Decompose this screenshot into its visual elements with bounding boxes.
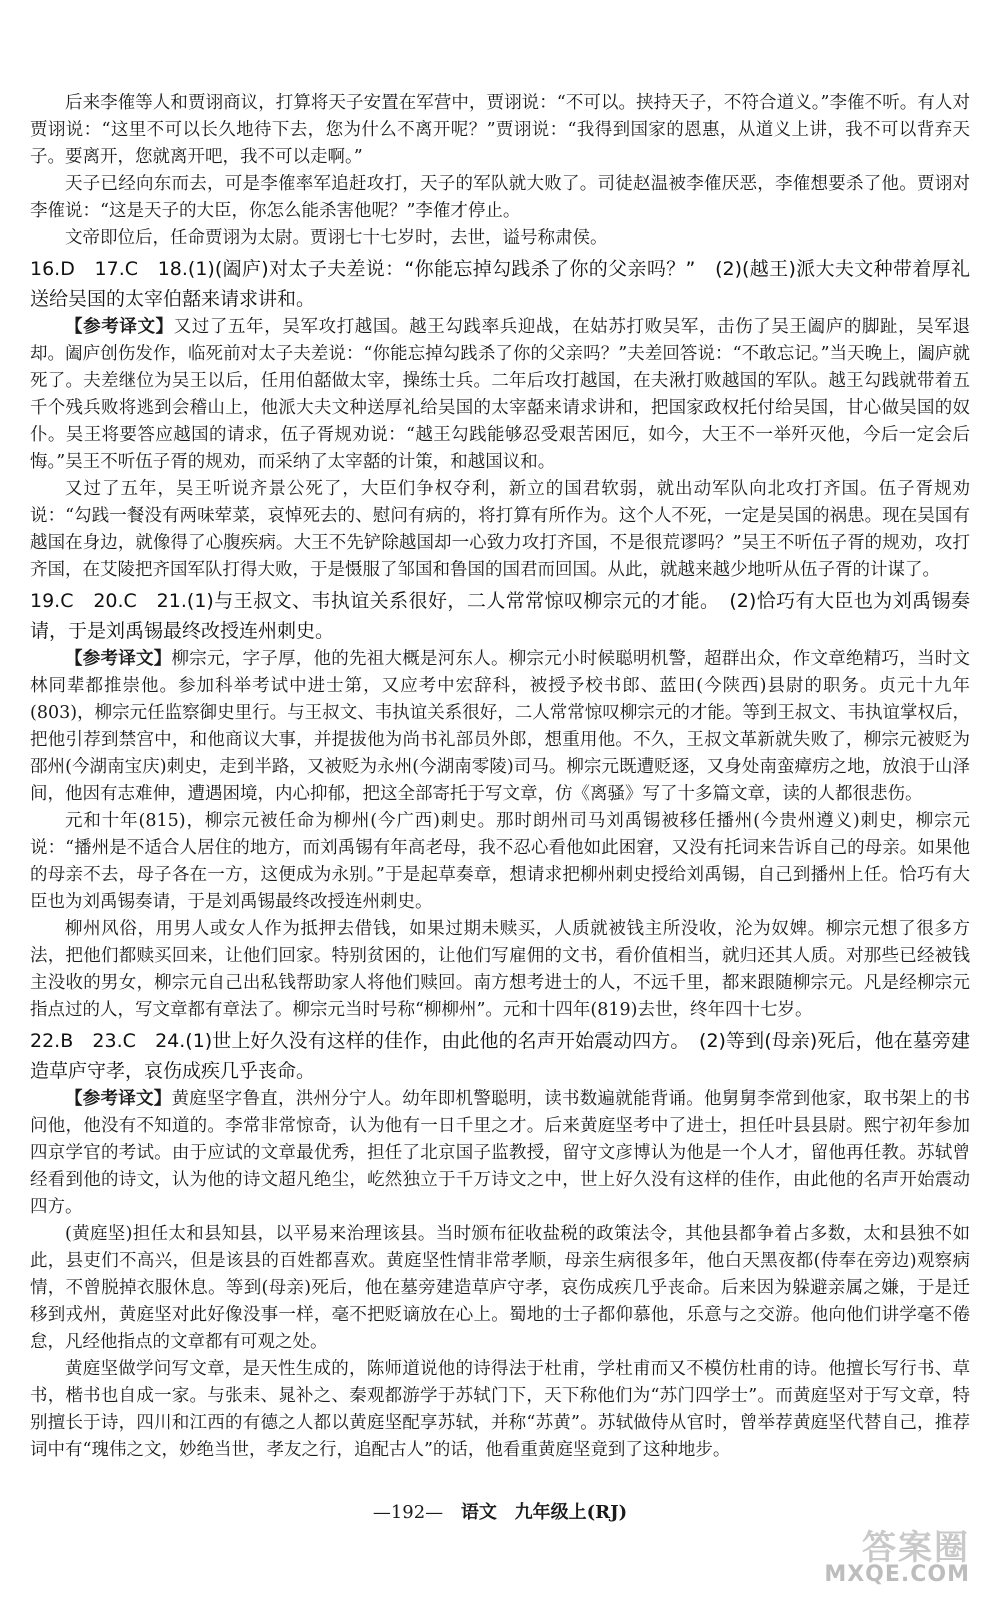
reference-text: 黄庭坚字鲁直，洪州分宁人。幼年即机警聪明，读书数遍就能背诵。他舅舅李常到他家，取书架上的书问他，他没有不知道的。李常非常惊奇，认为他有一日千里之才。后来黄庭坚考中了进士，担任叶县县尉。熙宁初年参加四京学官的考试。由于应试的文章最优秀，担任了北京国子监教授，留守文彦博认为他是一个人才，留他再任教。苏轼曾经看到他的诗文，认为他的诗文超凡绝尘，屹然独立于千万诗文之中，世上好久没有这样的佳作，由此他的名声开始震动四方。	[30, 1089, 970, 1217]
page-number: —192—	[372, 1502, 444, 1523]
answer-19-21: 19.C 20.C 21.(1)与王叔文、韦执谊关系很好，二人常常惊叹柳宗元的才能。 (2)恰巧有大臣也为刘禹锡奏请，于是刘禹锡最终改授连州刺史。	[30, 590, 970, 642]
reference-translation-3	[30, 1086, 970, 1221]
paragraph-2: 天子已经向东而去，可是李傕率军追赶攻打，天子的军队就大败了。司徒赵温被李傕厌恶，李傕想要杀了他。贾诩对李傕说：“这是天子的大臣，你怎么能杀害他呢？”李傕才停止。	[30, 174, 970, 221]
watermark-title: 答案圈	[862, 1528, 970, 1568]
grade-label: 九年级上(RJ)	[514, 1502, 628, 1523]
paragraph-3: 文帝即位后，任命贾诩为太尉。贾诩七十七岁时，去世，谥号称肃侯。	[65, 228, 608, 248]
subject-label: 语文	[460, 1502, 497, 1523]
watermark-url: MXQE.COM	[824, 1562, 970, 1587]
reference-tag: 【参考译文】	[65, 317, 174, 337]
watermark-logo	[780, 1520, 980, 1590]
reference-text: 又过了五年，吴军攻打越国。越王勾践率兵迎战，在姑苏打败吴军，击伤了吴王阖庐的脚趾，吴军退却。阖庐创伤发作，临死前对太子夫差说：“你能忘掉勾践杀了你的父亲吗？”夫差回答说：“不敢忘记。”当天晚上，阖庐就死了。夫差继位为吴王以后，任用伯嚭做太宰，操练士兵。二年后攻打越国，在夫湫打败越国的军队。越王勾践就带着五千个残兵败将逃到会稽山上，他派大夫文种送厚礼给吴国的太宰嚭来请求讲和，把国家政权托付给吴国，甘心做吴国的奴仆。吴王将要答应越国的请求，伍子胥规劝说：“越王勾践能够忍受艰苦困厄，如今，大王不一举歼灭他，今后一定会后悔。”吴王不听伍子胥的规劝，而采纳了太宰嚭的计策，和越国议和。	[30, 317, 971, 472]
answer-22-24: 22.B 23.C 24.(1)世上好久没有这样的佳作，由此他的名声开始震动四方。 (2)等到(母亲)死后，他在墓旁建造草庐守孝，哀伤成疾几乎丧命。	[30, 1030, 970, 1082]
paragraph-1: 后来李傕等人和贾诩商议，打算将天子安置在军营中，贾诩说：“不可以。挟持天子，不符合道义。”李傕不听。有人对贾诩说：“这里不可以长久地待下去，您为什么不离开呢？”贾诩说：“我得到国家的恩惠，从道义上讲，我不可以背弃天子。要离开，您就离开吧，我不可以走啊。”	[30, 93, 970, 167]
reference-translation-2	[30, 646, 970, 808]
answer-16-18: 16.D 17.C 18.(1)(阖庐)对太子夫差说：“你能忘掉勾践杀了你的父亲吗？” (2)(越王)派大夫文种带着厚礼送给吴国的太宰伯嚭来请求讲和。	[30, 258, 970, 310]
paragraph-13: 黄庭坚做学问写文章，是天性生成的，陈师道说他的诗得法于杜甫，学杜甫而又不模仿杜甫的诗。他擅长写行书、草书，楷书也自成一家。与张耒、晁补之、秦观都游学于苏轼门下，天下称他们为“苏门四学士”。而黄庭坚对于写文章，特别擅长于诗，四川和江西的有德之人都以黄庭坚配享苏轼，并称“苏黄”。苏轼做侍从官时，曾举荐黄庭坚代替自己，推荐词中有“瑰伟之文，妙绝当世，孝友之行，追配古人”的话，他看重黄庭坚竟到了这种地步。	[30, 1359, 970, 1460]
document-body	[30, 90, 970, 1464]
paragraph-9: 柳州风俗，用男人或女人作为抵押去借钱，如果过期未赎买，人质就被钱主所没收，沦为奴婢。柳宗元想了很多方法，把他们都赎买回来，让他们回家。特别贫困的，让他们写雇佣的文书，看价值相当，就归还其人质。对那些已经被钱主没收的男女，柳宗元自己出私钱帮助家人将他们赎回。南方想考进士的人，不远千里，都来跟随柳宗元。凡是经柳宗元指点过的人，写文章都有章法了。柳宗元当时号称“柳柳州”。元和十四年(819)去世，终年四十七岁。	[30, 919, 970, 1020]
reference-tag: 【参考译文】	[65, 1089, 172, 1109]
reference-translation-1	[30, 314, 970, 476]
reference-text: 柳宗元，字子厚，他的先祖大概是河东人。柳宗元小时候聪明机警，超群出众，作文章绝精巧，当时文林同辈都推崇他。参加科举考试中进士第，又应考中宏辞科，被授予校书郎、蓝田(今陕西)县尉的职务。贞元十九年(803)，柳宗元任监察御史里行。与王叔文、韦执谊关系很好，二人常常惊叹柳宗元的才能。等到王叔文、韦执谊掌权后，把他引荐到禁宫中，和他商议大事，并提拔他为尚书礼部员外郎，想重用他。不久，王叔文革新就失败了，柳宗元被贬为邵州(今湖南宝庆)刺史，走到半路，又被贬为永州(今湖南零陵)司马。柳宗元既遭贬逐，又身处南蛮瘴疠之地，放浪于山泽间，他因有志难伸，遭遇困境，内心抑郁，把这全部寄托于写文章，仿《离骚》写了十多篇文章，读的人都很悲伤。	[30, 649, 970, 804]
paragraph-8: 元和十年(815)，柳宗元被任命为柳州(今广西)刺史。那时朗州司马刘禹锡被移任播州(今贵州遵义)刺史，柳宗元说：“播州是不适合人居住的地方，而刘禹锡有年高老母，我不忍心看他如此困窘，又没有托词来告诉自己的母亲。如果他的母亲不去，母子各在一方，这便成为永别。”于是起草奏章，想请求把柳州刺史授给刘禹锡，自己到播州上任。恰巧有大臣也为刘禹锡奏请，于是刘禹锡最终改授连州刺史。	[30, 811, 970, 912]
paragraph-12: (黄庭坚)担任太和县知县，以平易来治理该县。当时颁布征收盐税的政策法令，其他县都争着占多数，太和县独不如此，县吏们不高兴，但是该县的百姓都喜欢。黄庭坚性情非常孝顺，母亲生病很多年，他白天黑夜都(侍奉在旁边)观察病情，不曾脱掉衣服休息。等到(母亲)死后，他在墓旁建造草庐守孝，哀伤成疾几乎丧命。后来因为躲避亲属之嫌，于是迁移到戎州，黄庭坚对此好像没事一样，毫不把贬谪放在心上。蜀地的士子都仰慕他，乐意与之交游。他向他们讲学毫不倦怠，凡经他指点的文章都有可观之处。	[30, 1224, 970, 1352]
reference-tag: 【参考译文】	[65, 649, 172, 669]
paragraph-5: 又过了五年，吴王听说齐景公死了，大臣们争权夺利，新立的国君软弱，就出动军队向北攻打齐国。伍子胥规劝说：“勾践一餐没有两味荤菜，哀悼死去的、慰问有病的，将打算有所作为。这个人不死，一定是吴国的祸患。现在吴国有越国在身边，就像得了心腹疾病。大王不先铲除越国却一心致力攻打齐国，不是很荒谬吗？”吴王不听伍子胥的规劝，攻打齐国，在艾陵把齐国军队打得大败，于是慑服了邹国和鲁国的国君而回国。从此，就越来越少地听从伍子胥的计谋了。	[30, 479, 970, 580]
